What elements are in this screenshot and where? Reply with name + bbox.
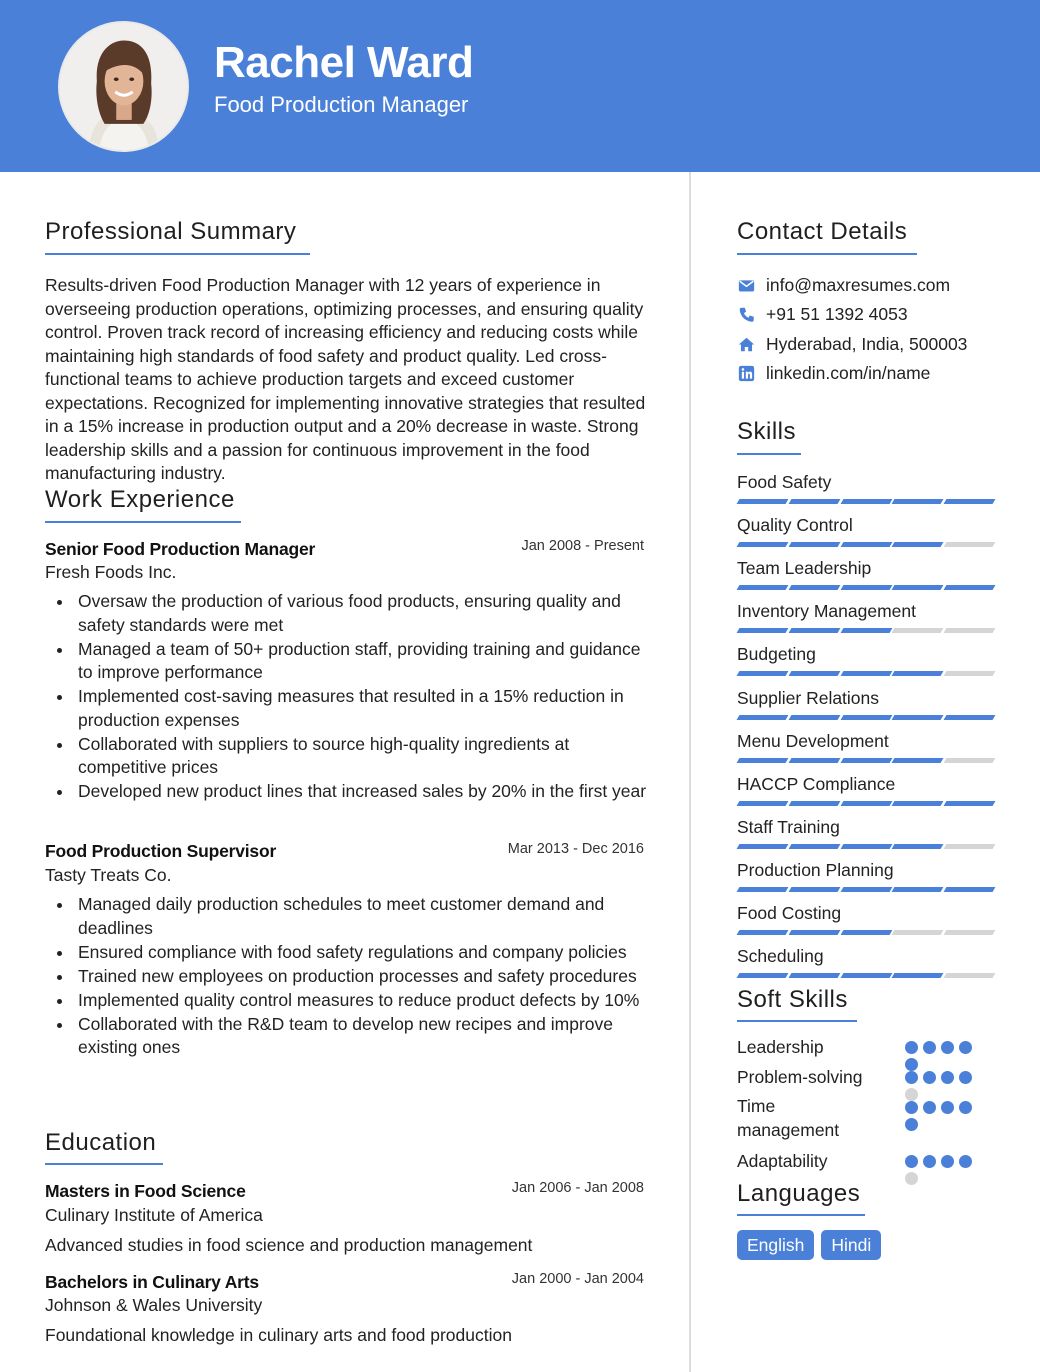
skill-name: Production Planning [737, 859, 894, 880]
rating-dot [941, 1101, 954, 1114]
skill-level-segment [892, 973, 944, 978]
skill-level-segment [788, 801, 840, 806]
skill-level-segment [737, 715, 789, 720]
edu-date: Jan 2000 - Jan 2004 [511, 1271, 644, 1287]
skills-heading-underline [737, 453, 801, 455]
rating-dot [959, 1071, 972, 1084]
skill-level-bar [738, 887, 994, 892]
skill-level-bar [738, 973, 994, 978]
skill-name: Inventory Management [737, 601, 916, 622]
soft-skill-name: Adaptability [737, 1151, 828, 1171]
job-bullet: Implemented quality control measures to reduce product defects by 10% [78, 989, 648, 1013]
rating-dot [941, 1155, 954, 1168]
skill-level-segment [788, 585, 840, 590]
skill-level-segment [840, 628, 892, 633]
skill-level-segment [737, 887, 789, 892]
skill-name: Food Safety [737, 472, 832, 492]
envelope-icon [737, 276, 755, 294]
skills-heading: Skills [737, 418, 797, 445]
linkedin-text[interactable]: linkedin.com/in/name [766, 362, 931, 383]
skill-level-segment [944, 887, 996, 892]
skill-level-segment [788, 887, 840, 892]
rating-dot [905, 1118, 918, 1131]
skill-level-segment [944, 973, 996, 978]
rating-dot [905, 1101, 918, 1114]
rating-dot [923, 1041, 936, 1054]
rating-dot [905, 1058, 918, 1071]
skill-name: Staff Training [737, 816, 840, 837]
soft-skill-rating [905, 1155, 977, 1185]
skill-name: Team Leadership [737, 558, 872, 579]
job-title: Food Production Supervisor [45, 841, 277, 861]
skill-level-segment [892, 671, 944, 676]
skill-level-segment [737, 930, 789, 935]
rating-dot [923, 1071, 936, 1084]
skill-level-bar [738, 499, 994, 504]
edu-school: Johnson & Wales University [45, 1295, 263, 1315]
skill-level-segment [788, 542, 840, 547]
skill-level-segment [944, 758, 996, 763]
job-company: Tasty Treats Co. [45, 865, 172, 885]
skill-level-segment [944, 542, 996, 547]
rating-dot [923, 1101, 936, 1114]
job-bullet: Developed new product lines that increased sales by 20% in the first year [78, 780, 648, 804]
column-divider [689, 172, 691, 1372]
job-date: Mar 2013 - Dec 2016 [507, 841, 644, 857]
job-date: Jan 2008 - Present [521, 538, 644, 554]
contact-heading: Contact Details [737, 218, 908, 245]
skill-level-bar [738, 930, 994, 935]
skill-level-bar [738, 671, 994, 676]
skill-level-segment [892, 499, 944, 504]
skill-level-segment [840, 973, 892, 978]
address-text: Hyderabad, India, 500003 [766, 333, 968, 354]
skill-level-segment [892, 844, 944, 849]
phone-icon [737, 305, 755, 323]
skill-level-segment [840, 715, 892, 720]
edu-description: Foundational knowledge in culinary arts and food production [45, 1325, 512, 1345]
rating-dot [959, 1101, 972, 1114]
job-bullet: Trained new employees on production processes and safety procedures [78, 965, 648, 989]
skill-level-segment [788, 844, 840, 849]
candidate-name: Rachel Ward [214, 38, 474, 87]
skill-level-bar [738, 628, 994, 633]
resume-header [0, 0, 1040, 172]
rating-dot [905, 1088, 918, 1101]
rating-dot [941, 1071, 954, 1084]
education-heading-underline [45, 1163, 163, 1165]
skill-level-bar [738, 585, 994, 590]
education-heading: Education [45, 1129, 157, 1156]
skill-level-segment [892, 542, 944, 547]
profile-photo [58, 21, 189, 152]
skill-name: Food Costing [737, 903, 842, 923]
job-bullet: Managed daily production schedules to meet customer demand and deadlines [78, 893, 648, 940]
skill-level-bar [738, 715, 994, 720]
skill-level-segment [840, 801, 892, 806]
experience-heading-underline [45, 521, 241, 523]
summary-heading: Professional Summary [45, 218, 297, 245]
contact-linkedin [737, 361, 930, 385]
skill-level-segment [892, 930, 944, 935]
skill-level-segment [737, 542, 789, 547]
skill-level-segment [892, 628, 944, 633]
skill-name: Budgeting [737, 644, 816, 665]
languages-heading-underline [737, 1214, 865, 1216]
edu-date: Jan 2006 - Jan 2008 [511, 1180, 644, 1196]
contact-email [737, 273, 950, 297]
rating-dot [923, 1155, 936, 1168]
skill-level-segment [944, 801, 996, 806]
rating-dot [959, 1155, 972, 1168]
job-bullet: Implemented cost-saving measures that resulted in a 15% reduction in production expenses [78, 685, 648, 732]
skill-name: HACCP Compliance [737, 773, 896, 794]
skill-level-segment [944, 499, 996, 504]
email-text[interactable]: info@maxresumes.com [766, 274, 951, 295]
skill-level-segment [788, 628, 840, 633]
skill-level-segment [840, 585, 892, 590]
skill-level-segment [737, 585, 789, 590]
rating-dot [941, 1041, 954, 1054]
edu-school: Culinary Institute of America [45, 1205, 263, 1225]
skill-level-segment [788, 671, 840, 676]
skill-level-bar [738, 758, 994, 763]
skill-level-segment [737, 628, 789, 633]
skill-level-segment [840, 844, 892, 849]
skill-level-segment [944, 930, 996, 935]
linkedin-icon [737, 364, 755, 382]
soft-skill-name: Leadership [737, 1037, 824, 1057]
skill-level-segment [737, 671, 789, 676]
skill-level-segment [840, 542, 892, 547]
skill-level-segment [737, 973, 789, 978]
skill-level-segment [788, 973, 840, 978]
skill-level-segment [788, 715, 840, 720]
job-bullets [78, 893, 648, 1060]
skill-level-segment [944, 844, 996, 849]
soft-skills-heading-underline [737, 1020, 857, 1022]
skill-level-segment [840, 499, 892, 504]
skill-level-bar [738, 844, 994, 849]
job-bullet: Ensured compliance with food safety regulations and company policies [78, 941, 648, 965]
skill-name: Quality Control [737, 515, 853, 536]
summary-heading-underline [45, 253, 310, 255]
edu-degree: Bachelors in Culinary Arts [45, 1272, 259, 1292]
skill-level-segment [892, 585, 944, 590]
skill-level-segment [788, 930, 840, 935]
skill-level-segment [944, 628, 996, 633]
skill-level-segment [737, 499, 789, 504]
rating-dot [905, 1071, 918, 1084]
rating-dot [905, 1041, 918, 1054]
soft-skill-name: Problem-solving [737, 1067, 863, 1087]
languages-list [737, 1230, 881, 1260]
skill-level-segment [892, 715, 944, 720]
languages-heading: Languages [737, 1180, 861, 1207]
edu-description: Advanced studies in food science and production management [45, 1235, 533, 1255]
soft-skills-heading: Soft Skills [737, 986, 848, 1013]
summary-text: Results-driven Food Production Manager with 12 years of experience in overseeing production operations, optimizing processes, and ensuring quality control. Proven track record of increasing efficiency and reducing costs while maintaining high standards of food safety and product quality. Led cross-functional teams to achieve production targets and exceed customer expectations. Recognized for implementing innovative strategies that resulted in a 15% increase in production output and a 20% decrease in waste. Strong leadership skills and a passion for continuous improvement in the food manufacturing industry. [45, 275, 646, 483]
skill-level-bar [738, 801, 994, 806]
job-company: Fresh Foods Inc. [45, 562, 177, 582]
skill-level-segment [788, 758, 840, 763]
home-icon [737, 335, 755, 353]
rating-dot [905, 1155, 918, 1168]
contact-phone [737, 302, 908, 326]
language-pill: Hindi [821, 1230, 881, 1260]
skill-level-segment [788, 499, 840, 504]
job-bullet: Managed a team of 50+ production staff, providing training and guidance to improve performance [78, 638, 648, 685]
job-bullet: Oversaw the production of various food products, ensuring quality and safety standards were met [78, 590, 648, 637]
skill-level-segment [944, 671, 996, 676]
job-bullet: Collaborated with suppliers to source high-quality ingredients at competitive prices [78, 733, 648, 780]
skill-name: Scheduling [737, 946, 824, 967]
skill-name: Supplier Relations [737, 687, 880, 708]
skill-level-segment [840, 758, 892, 763]
skill-level-segment [737, 844, 789, 849]
soft-skill-rating [905, 1041, 977, 1071]
candidate-title: Food Production Manager [214, 92, 469, 117]
skill-level-segment [944, 585, 996, 590]
job-title: Senior Food Production Manager [45, 539, 316, 559]
contact-heading-underline [737, 253, 917, 255]
profile-photo-image [60, 23, 187, 150]
soft-skill-rating [905, 1071, 977, 1101]
skill-level-segment [892, 801, 944, 806]
rating-dot [959, 1041, 972, 1054]
skill-level-bar [738, 542, 994, 547]
skill-level-segment [737, 801, 789, 806]
skill-level-segment [840, 887, 892, 892]
soft-skill-name: Time management [737, 1096, 840, 1140]
rating-dot [905, 1172, 918, 1185]
soft-skill-rating [905, 1101, 977, 1131]
skill-level-segment [840, 671, 892, 676]
skill-level-segment [840, 930, 892, 935]
language-pill: English [737, 1230, 814, 1260]
job-bullets [78, 590, 648, 804]
job-bullet: Collaborated with the R&D team to develop new recipes and improve existing ones [78, 1013, 648, 1060]
skill-level-segment [892, 758, 944, 763]
skill-level-segment [892, 887, 944, 892]
phone-text[interactable]: +91 51 1392 4053 [766, 303, 908, 324]
contact-address [737, 332, 967, 356]
edu-degree: Masters in Food Science [45, 1181, 246, 1201]
experience-heading: Work Experience [45, 486, 235, 513]
skill-level-segment [944, 715, 996, 720]
skill-level-segment [737, 758, 789, 763]
skill-name: Menu Development [737, 730, 889, 751]
